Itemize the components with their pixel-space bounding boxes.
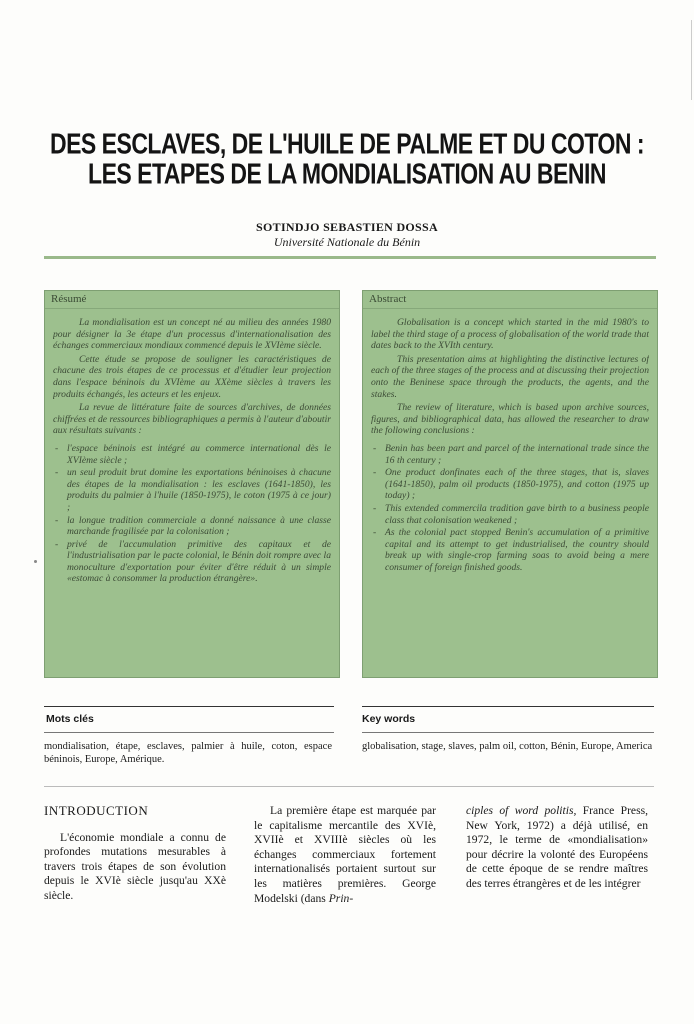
keywords-fr-text: mondialisation, étape, esclaves, palmier à huile, coton, espace béninois, Europe, Amérique. — [44, 741, 332, 765]
resume-paragraph: Cette étude se propose de souligner les caractéristiques de chacune des trois étapes de ce processus et d'étudier leur projection dans l'espace béninois du XVIème au XXème siècles à travers les produits échangés, les acteurs et les enjeux. — [53, 353, 331, 400]
body-paragraph — [466, 804, 648, 892]
resume-bullet: - privé de l'accumulation primitive des capitaux et de l'industrialisation par le pacte colonial, le Bénin doit rompre avec la monoculture d'exportation pour éviter d'être réduit à un simple «estomac à consommer la production étrangère». — [67, 539, 331, 585]
scan-speck — [34, 560, 37, 563]
header-divider — [44, 256, 656, 259]
keywords-en-top-rule — [362, 706, 654, 707]
body-paragraph — [254, 804, 436, 906]
abstract-box — [362, 290, 658, 678]
keywords-fr-top-rule — [44, 706, 334, 707]
abstract-bullet-list — [371, 443, 649, 574]
abstract-bullet: - One product donfinates each of the three stages, that is, slaves (1641-1850), palm oil products (1850-1975), and cotton (1975 up today) ; — [385, 467, 649, 502]
abstract-paragraph: This presentation aims at highlighting the distinctive lectures of each of the three stages of the process and at discussing their projection onto the Beninese space through the products, the agents, and the stakes. — [371, 353, 649, 400]
body-column-2 — [254, 804, 436, 906]
keywords-fr-rule — [44, 732, 334, 733]
body-paragraph: L'économie mondiale a connu de profondes mutations mesurables à travers trois étapes de son évolution depuis le XVIè siècle jusqu'au XXè siècle. — [44, 830, 226, 902]
article-title-line-1: DES ESCLAVES, DE L'HUILE DE PALME ET DU COTON : — [49, 127, 645, 160]
keywords-en-rule — [362, 732, 654, 733]
abstract-bullet: - As the colonial pact stopped Benin's accumulation of a primitive capital and its attempt to get industrialised, the country should break up with single-crop farming soas to avoid being a mere consumer of foreign finished goods. — [385, 527, 649, 573]
article-title-line-2: LES ETAPES DE LA MONDIALISATION AU BENIN — [88, 157, 606, 190]
resume-heading: Résumé — [45, 291, 339, 309]
introduction-heading: INTRODUCTION — [44, 803, 149, 818]
book-title-fragment: Prin- — [328, 891, 354, 905]
resume-paragraph: La revue de littérature faite de sources d'archives, de données chiffrées et de ressources bibliographiques a permis à l'auteur d'aboutir aux résultats suivants : — [53, 402, 331, 437]
keywords-en-text: globalisation, stage, slaves, palm oil, cotton, Bénin, Europe, America — [362, 741, 653, 752]
scan-edge-line — [691, 20, 692, 100]
resume-bullet: - la longue tradition commerciale a donné naissance à une classe marchande fragilisée par la colonisation ; — [67, 515, 331, 538]
resume-bullet: - l'espace béninois est intégré au commerce international dès le XVIème siècle ; — [67, 443, 331, 466]
resume-body — [53, 317, 331, 671]
author-affiliation: Université Nationale du Bénin — [273, 235, 421, 249]
book-title-fragment: ciples of word politis, — [466, 804, 577, 817]
abstract-bullet: - This extended commercila tradition gave birth to a business people class that colonisation weakened ; — [385, 503, 649, 526]
abstract-heading: Abstract — [363, 291, 657, 309]
body-column-3 — [466, 804, 648, 892]
keywords-en-heading: Key words — [362, 713, 416, 725]
resume-paragraph: La mondialisation est un concept né au milieu des années 1980 pour désigner la 3e étape d'un processus d'internationalisation des échanges commerciaux mondiaux commencé depuis le XVIème siècle. — [53, 317, 331, 352]
body-text: La première étape est marquée par le capitalisme mercantile des XVIè, XVIIè et XVIIIè siècles où les échanges commerciaux fortement internationalisés portaient surtout sur les matières premières. George Modelski (dans — [254, 804, 436, 905]
resume-box — [44, 290, 340, 678]
keywords-fr-heading: Mots clés — [46, 713, 94, 725]
resume-bullet: - un seul produit brut domine les exportations béninoises à chacune des étapes de la mondialisation : les esclaves (1641-1850), les produits du palmier à l'huile (1850-1975), le coton (1975 à ce jour) ; — [67, 467, 331, 513]
abstract-paragraph: The review of literature, which is based upon archive sources, figures, and bibliographical data, has allowed the researcher to draw the following conclusions : — [371, 402, 649, 437]
abstract-bullet: - Benin has been part and parcel of the international trade since the 16 th century ; — [385, 443, 649, 466]
resume-bullet-list — [53, 443, 331, 585]
abstract-body — [371, 317, 649, 671]
body-column-1 — [44, 804, 226, 904]
author-name: SOTINDJO SEBASTIEN DOSSA — [256, 220, 438, 234]
abstract-paragraph: Globalisation is a concept which started in the mid 1980's to label the third stage of a process of globalisation of the world trade that dates back to the XVIth century. — [371, 317, 649, 352]
keywords-bottom-rule — [44, 786, 654, 787]
body-text: France Press, New York, 1972) a déjà utilisé, en 1972, le terme de «mondialisation» pour décrire la volonté des Européens de cette époque de se rendre maîtres des terres étrangères et de les intégrer — [466, 804, 648, 890]
